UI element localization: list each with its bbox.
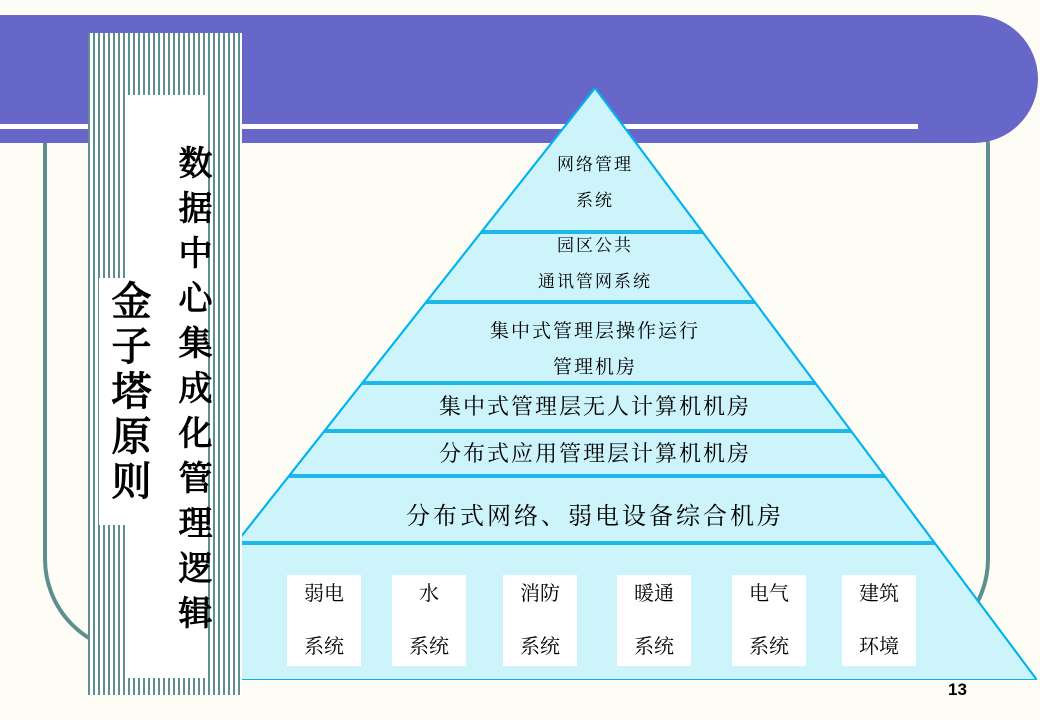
left-banner bbox=[88, 33, 242, 695]
base-box-1-line-1: 弱电 bbox=[304, 583, 344, 605]
base-box-hvac bbox=[617, 575, 691, 666]
pyramid-layer-5-label bbox=[280, 441, 910, 467]
banner-title-sub: 数据中心集成化管理逻辑 bbox=[173, 145, 210, 640]
layer-1-line-2: 系统 bbox=[576, 191, 614, 210]
base-box-5-line-1: 电气 bbox=[749, 583, 789, 605]
base-box-4-line-1: 暖通 bbox=[634, 583, 674, 605]
base-box-electrical bbox=[732, 575, 806, 666]
base-box-2-line-2: 系统 bbox=[409, 636, 449, 658]
pyramid-layer-6-label bbox=[280, 503, 910, 531]
layer-2-line-2: 通讯管网系统 bbox=[538, 272, 652, 291]
pyramid-layer-1-label bbox=[280, 147, 910, 219]
base-box-6-line-2: 环境 bbox=[859, 636, 899, 658]
base-box-6-line-1: 建筑 bbox=[859, 583, 899, 605]
base-box-building-env bbox=[842, 575, 916, 666]
layer-3-line-1: 集中式管理层操作运行 bbox=[489, 321, 700, 342]
layer-3-line-2: 管理机房 bbox=[552, 357, 637, 378]
base-box-1-line-2: 系统 bbox=[304, 636, 344, 658]
base-box-4-line-2: 系统 bbox=[634, 636, 674, 658]
pyramid-layer-2-label bbox=[280, 228, 910, 300]
base-box-2-line-1: 水 bbox=[419, 583, 439, 605]
pyramid-layer-4-label bbox=[280, 394, 910, 420]
page-number: 13 bbox=[948, 680, 967, 699]
banner-title-main: 金子塔原则 bbox=[106, 280, 151, 505]
layer-2-line-1: 园区公共 bbox=[557, 236, 633, 255]
layer-5-line-1: 分布式应用管理层计算机机房 bbox=[438, 441, 751, 466]
base-box-weak-current bbox=[287, 575, 361, 666]
base-box-water bbox=[392, 575, 466, 666]
pyramid-layer-3-label bbox=[280, 314, 910, 386]
layer-1-line-1: 网络管理 bbox=[557, 155, 633, 174]
base-box-3-line-1: 消防 bbox=[520, 583, 560, 605]
base-box-5-line-2: 系统 bbox=[749, 636, 789, 658]
layer-4-line-1: 集中式管理层无人计算机机房 bbox=[438, 394, 751, 419]
layer-6-line-1: 分布式网络、弱电设备综合机房 bbox=[406, 504, 784, 530]
base-box-fire bbox=[503, 575, 577, 666]
base-box-3-line-2: 系统 bbox=[520, 636, 560, 658]
